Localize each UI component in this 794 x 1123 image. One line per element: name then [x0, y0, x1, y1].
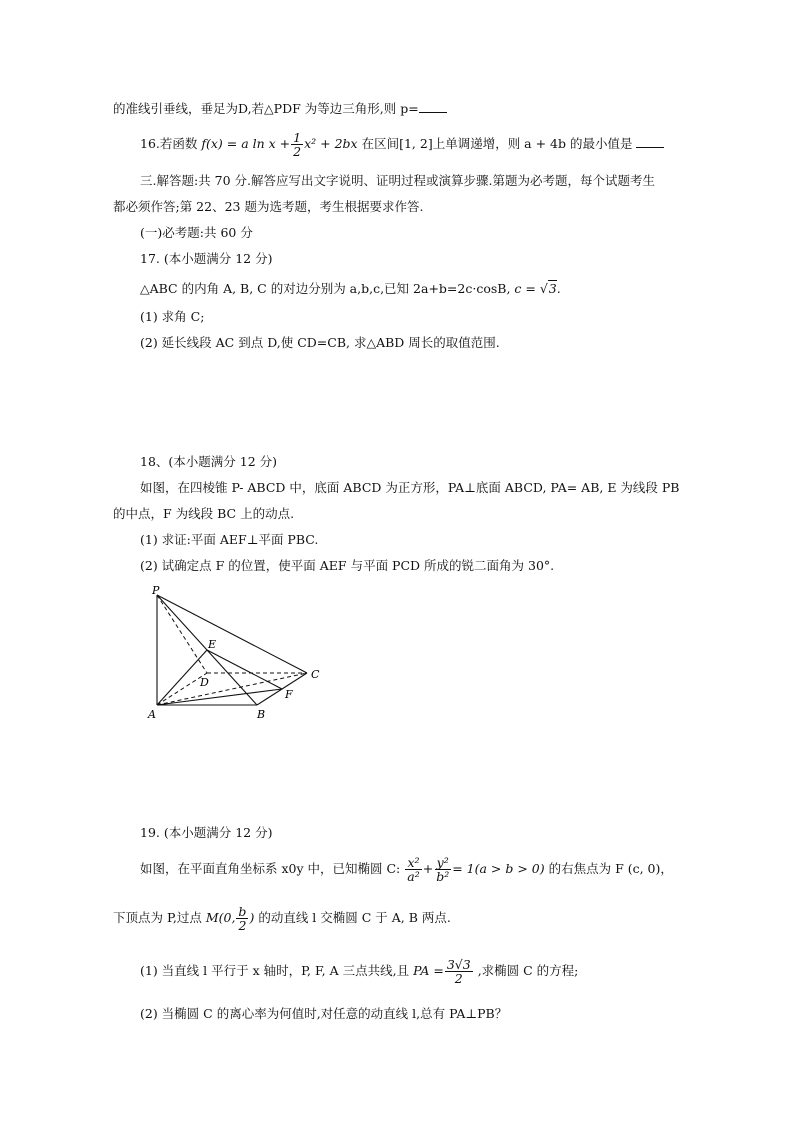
q16: 16.若函数 f(x) = a ln x + $\frac{1}{2}$ x² + 2bx 在区间[1, 2]上单调递增，则 a + 4b 的最小值是 [140, 131, 664, 158]
q19-header: 19. (本小题满分 12 分) [140, 825, 273, 840]
edge-EF [207, 650, 282, 689]
q15-tail: 的准线引垂线，垂足为D,若△PDF 为等边三角形,则 p= [113, 101, 447, 116]
label-D: D [200, 676, 209, 689]
fraction-half: $\frac{1}{2}$ [293, 130, 302, 160]
q18-sub1: (1) 求证:平面 AEF⊥平面 PBC. [140, 532, 319, 547]
c-value: c = √3. [514, 281, 561, 296]
ellipse-equation: $\frac{\text{x²}}{\text{a²}}$ + $\frac{\text{y²}}{\text{b²}}$ = 1(a > b > 0) [407, 855, 545, 885]
function-expr: f(x) = a ln x + $\frac{1}{2}$ x² + 2bx [201, 130, 358, 160]
point-M: M(0, $\frac{b}{2}$ ) [205, 904, 255, 934]
section3-line2: 都必须作答;第 22、23 题为选考题，考生根据要求作答. [113, 199, 424, 214]
label-E: E [208, 638, 217, 651]
label-C: C [311, 668, 320, 681]
q19-sub2: (2) 当椭圆 C 的离心率为何值时,对任意的动直线 l,总有 PA⊥PB？ [140, 1006, 508, 1021]
q18-sub2: (2) 试确定点 F 的位置，使平面 AEF 与平面 PCD 所成的锐二面角为 30°. [140, 558, 555, 573]
label-B: B [257, 708, 266, 721]
required-part: (一)必考题:共 60 分 [140, 225, 253, 240]
pa-value: PA = $\frac{3√3}{2}$ [413, 957, 471, 987]
q19-stem1: 如图，在平面直角坐标系 x0y 中，已知椭圆 C: $\frac{\text{x²}}{\text{a²}}$ + $\frac{\text{y²}}{\text{b²}}$ = 1(a > b > 0) 的右焦点为 F (c, 0)， [140, 855, 673, 885]
label-P: P [152, 584, 160, 597]
q19-stem2: 下顶点为 P,过点 M(0, $\frac{b}{2}$ ) 的动直线 l 交椭圆 C 于 A, B 两点. [113, 904, 451, 934]
answer-blank [419, 101, 447, 113]
q17-header: 17. (本小题满分 12 分) [140, 251, 273, 266]
q19-sub1: (1) 当直线 l 平行于 x 轴时，P, F, A 三点共线,且 PA = $\frac{3√3}{2}$ ,求椭圆 C 的方程; [140, 957, 579, 987]
pyramid-figure [140, 580, 340, 725]
q17-sub1: (1) 求角 C; [140, 309, 205, 324]
label-F: F [285, 688, 293, 701]
section3-line1: 三.解答题:共 70 分.解答应写出文字说明、证明过程或演算步骤.第题为必考题，每个试题考生 [140, 173, 655, 188]
q18-header: 18、(本小题满分 12 分) [140, 454, 278, 469]
answer-blank [636, 136, 664, 148]
q18-stem2: 的中点，F 为线段 BC 上的动点. [113, 506, 295, 521]
label-A: A [148, 708, 156, 721]
edge-PC [157, 595, 307, 673]
edge-PD [157, 595, 207, 673]
q17-sub2: (2) 延长线段 AC 到点 D,使 CD=CB, 求△ABD 周长的取值范围. [140, 335, 500, 350]
q18-stem1: 如图，在四棱锥 P- ABCD 中，底面 ABCD 为正方形，PA⊥底面 ABCD, PA= AB, E 为线段 PB [140, 480, 680, 495]
q17-stem: △ABC 的内角 A, B, C 的对边分别为 a,b,c,已知 2a+b=2c·cosB, c = √3. [140, 281, 561, 296]
